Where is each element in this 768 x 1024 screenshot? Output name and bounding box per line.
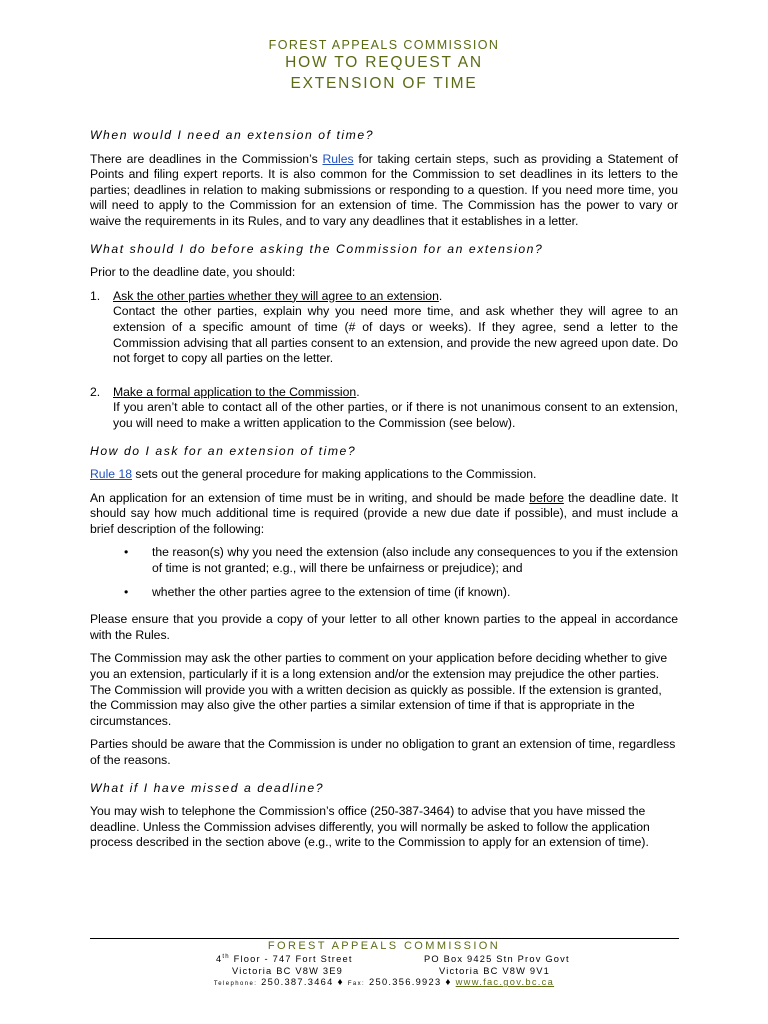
footer-org: FOREST APPEALS COMMISSION <box>267 940 501 952</box>
bullet-item-2 <box>124 585 678 601</box>
bullet-marker: • <box>124 584 129 599</box>
text-run: An application for an extension of time must be in writing, and should be made <box>90 490 530 505</box>
document-body <box>90 128 678 859</box>
diamond-icon: ♦ <box>337 977 344 988</box>
page-title-line-2: EXTENSION OF TIME <box>290 75 478 92</box>
rules-link[interactable]: Rules <box>322 151 354 166</box>
text-run: 4 <box>216 954 223 965</box>
section-how-paragraph-4: The Commission may ask the other parties to comment on your application before deciding whether to give you an extension, particularly if it is a long extension and/or the extension may prejudice the other parties. The Commission will provide you with a written decision as quickly as possible. If the extension is granted, the Commission may also give the other parties a similar extension of time if that is appropriate in the circumstances. <box>90 651 668 728</box>
item-2-body: If you aren’t able to contact all of the other parties, or if there is not unanimous consent to an extension, you will need to make a written application to the Commission (see below). <box>113 400 678 430</box>
text-run: There are deadlines in the Commission’s <box>90 151 323 166</box>
footer-po-box: PO Box 9425 Stn Prov Govt <box>424 954 570 964</box>
footer-divider <box>90 938 679 939</box>
section-before-intro: Prior to the deadline date, you should: <box>90 265 296 280</box>
text-run: th <box>222 954 230 960</box>
section-how-paragraph-2 <box>90 491 678 538</box>
footer-street-address <box>216 954 353 964</box>
item-1-body: Contact the other parties, explain why you need more time, and ask whether they will agree to an extension of a specific amount of time (# of days or weeks). If they agree, send a letter to the Commission advising that all parties consent to an extension, and provide the new agreed upon date. Do not forget to copy all parties on the letter. <box>113 304 678 366</box>
section-when-paragraph <box>90 152 678 230</box>
diamond-icon: ♦ <box>445 977 452 988</box>
footer-city-right: Victoria BC V8W 9V1 <box>439 966 550 976</box>
section-how-paragraph-5: Parties should be aware that the Commission is under no obligation to grant an extension of time, regardless of the reasons. <box>90 737 676 767</box>
text-run: . <box>438 288 443 303</box>
item-number: 1. <box>90 288 101 303</box>
fax-label: Fax: <box>347 981 366 987</box>
numbered-item-2 <box>90 385 678 432</box>
bullet-item-1 <box>124 545 678 576</box>
text-run: for taking certain steps, such as providing a Statement of Points and filing expert reports. It is also common for the Commission to set deadlines in its letters to the parties; deadlines in relation to making submissions or responding to a question. If you need more time, you will need to apply to the Commission for an extension of time. The Commission has the power to vary or waive the requirements in its Rules, and to vary any deadlines that it establishes in a letter. <box>90 151 679 228</box>
item-2-title: Make a formal application to the Commission <box>113 384 357 399</box>
underlined-before: before <box>529 490 564 505</box>
bullet-2-text: whether the other parties agree to the extension of time (if known). <box>152 584 511 599</box>
page-title-line-1: HOW TO REQUEST AN <box>285 54 483 71</box>
numbered-item-1 <box>90 289 678 367</box>
telephone-label: Telephone: <box>213 981 258 987</box>
section-heading-missed: What if I have missed a deadline? <box>90 780 325 795</box>
text-run: sets out the general procedure for making applications to the Commission. <box>132 467 537 482</box>
section-how-paragraph-3: Please ensure that you provide a copy of your letter to all other known parties to the appeal in accordance with the Rules. <box>90 612 678 642</box>
section-heading-when: When would I need an extension of time? <box>90 128 375 142</box>
item-1-title: Ask the other parties whether they will agree to an extension <box>113 288 439 303</box>
item-number: 2. <box>90 384 101 399</box>
section-heading-how: How do I ask for an extension of time? <box>90 443 357 458</box>
footer-city-left: Victoria BC V8W 3E9 <box>232 966 343 976</box>
text-run: Floor - 747 Fort Street <box>229 954 353 965</box>
section-heading-before: What should I do before asking the Commission for an extension? <box>90 241 544 256</box>
rule-18-link[interactable]: Rule 18 <box>90 467 133 482</box>
section-missed-paragraph: You may wish to telephone the Commission’s office (250-387-3464) to advise that you have missed the deadline. Unless the Commission advises differently, you will normally be asked to follow the application process described in the section above (e.g., write to the Commission to apply for an extension of time). <box>90 804 650 850</box>
header-org: FOREST APPEALS COMMISSION <box>268 38 500 52</box>
fax-number: 250.356.9923 <box>369 977 442 987</box>
website-link[interactable]: www.fac.gov.bc.ca <box>455 977 555 987</box>
text-run: . <box>356 384 360 399</box>
text-run: the deadline date. It should say how much additional time is required (provide a new due date if possible), and must include a brief description of the following: <box>90 490 678 536</box>
telephone-number: 250.387.3464 <box>261 977 334 987</box>
footer-contact-line <box>0 977 768 988</box>
bullet-1-text: the reason(s) why you need the extension (also include any consequences to you if the extension of time is not granted; e.g., will there be unfairness or prejudice); and <box>152 545 678 576</box>
section-how-paragraph-1 <box>90 467 678 483</box>
bullet-marker: • <box>124 545 129 560</box>
